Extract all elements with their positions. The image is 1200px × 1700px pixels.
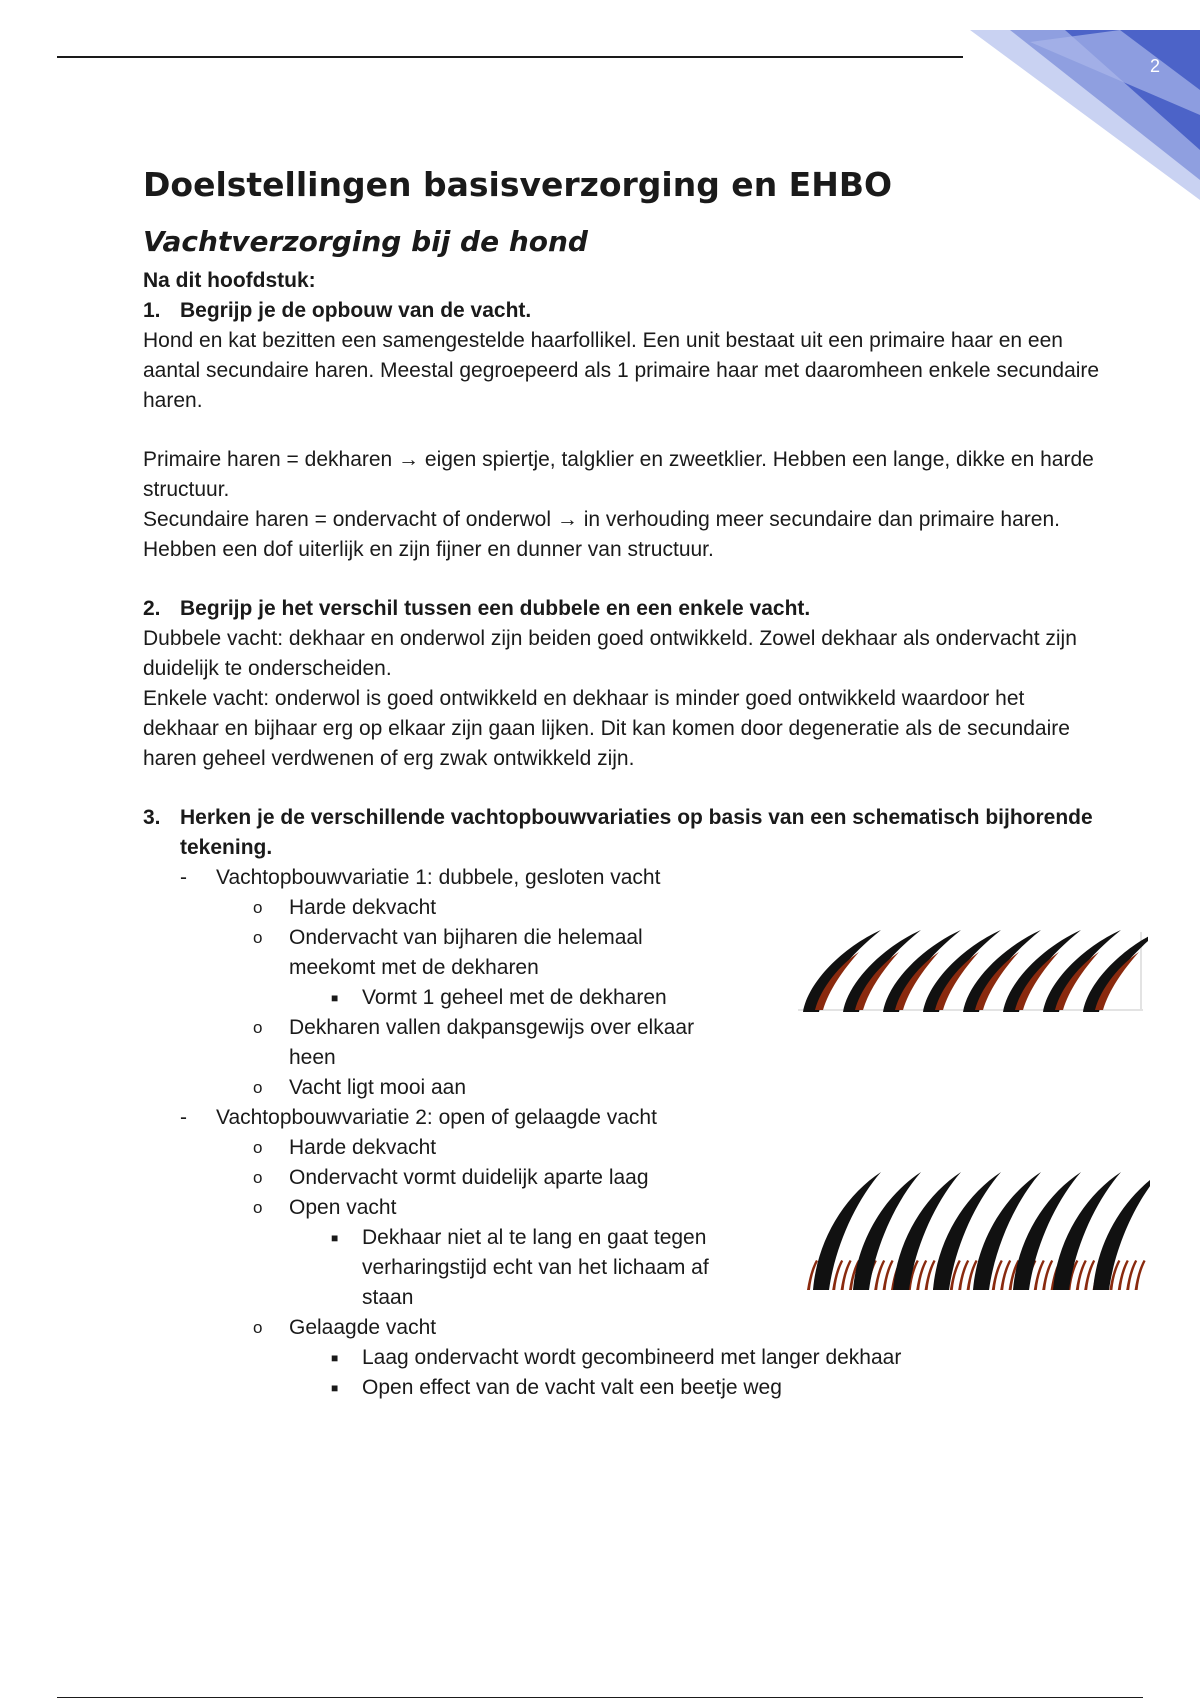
list-item-text: Harde dekvacht	[289, 896, 437, 919]
dash-bullet: -	[180, 1106, 187, 1129]
question-1	[143, 296, 1103, 326]
circle-bullet: o	[253, 1198, 263, 1217]
intro-text: Na dit hoofdstuk:	[143, 269, 316, 292]
question-number: 1.	[143, 299, 161, 322]
question-3	[143, 803, 1103, 863]
paragraph: Dubbele vacht: dekhaar en onderwol zijn beiden goed ontwikkeld. Zowel dekhaar als ondervacht zijn duidelijk te onderscheiden.	[143, 627, 1077, 680]
open-coat-illustration	[805, 1162, 1150, 1302]
section-subtitle: Vachtverzorging bij de hond	[143, 225, 588, 258]
guard-hair-shape	[1083, 930, 1148, 1012]
circle-bullet: o	[253, 1078, 263, 1097]
list-item	[143, 1073, 1103, 1103]
circle-bullet: o	[253, 1318, 263, 1337]
list-item-text: Dekharen vallen dakpansgewijs over elkaar heen	[289, 1016, 695, 1069]
list-item-text: Laag ondervacht wordt gecombineerd met langer dekhaar	[362, 1346, 902, 1369]
question-number: 2.	[143, 597, 161, 620]
variation-label: Vachtopbouwvariatie 2: open of gelaagde vacht	[216, 1106, 657, 1129]
square-bullet: ■	[331, 1351, 339, 1365]
paragraph: Primaire haren = dekharen → eigen spiertje, talgklier en zweetklier. Hebben een lange, dikke en harde structuur.	[143, 448, 1094, 501]
page-number: 2	[1149, 56, 1160, 76]
list-item-text: Harde dekvacht	[289, 1136, 437, 1159]
closed-coat-illustration	[793, 912, 1148, 1024]
circle-bullet: o	[253, 1168, 263, 1187]
page-title: Doelstellingen basisverzorging en EHBO	[143, 165, 893, 204]
header-rule	[57, 56, 963, 58]
square-bullet: ■	[331, 1381, 339, 1395]
paragraph: Secundaire haren = ondervacht of onderwol → in verhouding meer secundaire dan primaire haren. Hebben een dof uiterlijk en zijn fijner en dunner van structuur.	[143, 508, 1060, 561]
question-heading: Begrijp je het verschil tussen een dubbele en een enkele vacht.	[180, 597, 811, 620]
paragraph: Enkele vacht: onderwol is goed ontwikkeld en dekhaar is minder goed ontwikkeld waardoor het dekhaar en bijhaar erg op elkaar zijn gaan lijken. Dit kan komen door degeneratie als de secundaire haren geheel verdwenen of erg zwak ontwikkeld zijn.	[143, 687, 1070, 770]
circle-bullet: o	[253, 898, 263, 917]
undercoat-shape	[1135, 1260, 1146, 1290]
list-item-text: Ondervacht van bijharen die helemaal meekomt met de dekharen	[289, 926, 643, 979]
list-item-text: Vacht ligt mooi aan	[289, 1076, 467, 1099]
list-item-text: Vormt 1 geheel met de dekharen	[362, 986, 667, 1009]
footer-rule	[57, 1697, 1143, 1698]
list-item-text: Open vacht	[289, 1196, 397, 1219]
circle-bullet: o	[253, 928, 263, 947]
square-bullet: ■	[331, 991, 339, 1005]
question-2	[143, 594, 1103, 624]
list-item-text: Gelaagde vacht	[289, 1316, 437, 1339]
square-bullet: ■	[331, 1231, 339, 1245]
circle-bullet: o	[253, 1018, 263, 1037]
paragraph: Hond en kat bezitten een samengestelde haarfollikel. Een unit bestaat uit een primaire haar en een aantal secundaire haren. Meestal gegroepeerd als 1 primaire haar met daaromheen enkele secundaire haren.	[143, 329, 1100, 412]
list-item-text: Ondervacht vormt duidelijk aparte laag	[289, 1166, 649, 1189]
variation-label: Vachtopbouwvariatie 1: dubbele, gesloten vacht	[216, 866, 661, 889]
question-number: 3.	[143, 806, 161, 829]
question-heading: Herken je de verschillende vachtopbouwvariaties op basis van een schematisch bijhorende tekening.	[180, 806, 1093, 859]
list-item	[143, 1313, 1103, 1403]
list-item-text: Dekhaar niet al te lang en gaat tegen verharingstijd echt van het lichaam af staan	[362, 1226, 709, 1309]
list-item	[143, 1133, 1103, 1163]
list-item	[143, 1343, 1103, 1373]
dash-bullet: -	[180, 866, 187, 889]
question-heading: Begrijp je de opbouw van de vacht.	[180, 299, 532, 322]
circle-bullet: o	[253, 1138, 263, 1157]
list-item	[143, 1373, 1103, 1403]
list-item-text: Open effect van de vacht valt een beetje weg	[362, 1376, 782, 1399]
